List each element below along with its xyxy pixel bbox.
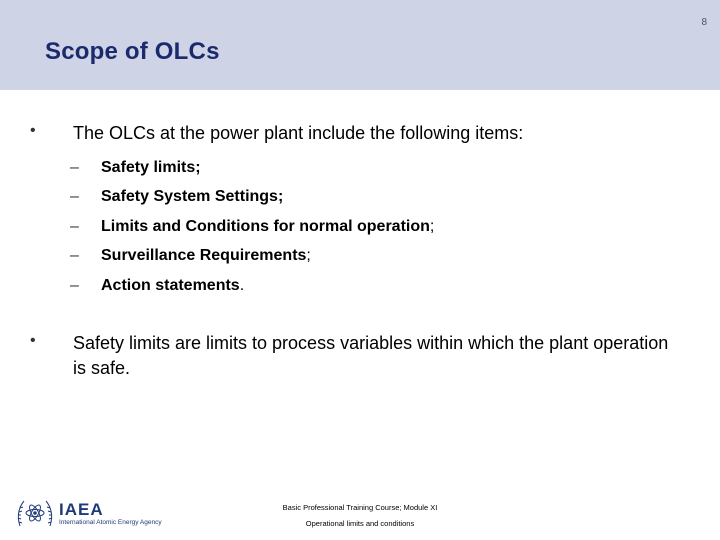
sub-item-punctuation: ; <box>429 217 435 235</box>
dash-icon: – <box>70 158 79 176</box>
bullet-item-1 <box>30 121 663 146</box>
sub-item-label: Action statements <box>101 276 240 294</box>
dash-icon: – <box>70 217 79 235</box>
header-band <box>0 0 720 90</box>
sub-item <box>70 212 434 242</box>
sub-item-punctuation: ; <box>306 247 311 265</box>
iaea-logo-name: IAEA <box>59 500 104 519</box>
sub-item-label: Surveillance Requirements <box>101 247 307 265</box>
slide-title: Scope of OLCs <box>45 38 220 65</box>
sub-item <box>70 183 434 213</box>
sub-item-label: Safety System Settings; <box>101 188 284 206</box>
iaea-emblem-icon <box>15 496 55 532</box>
sub-item-list <box>70 153 434 301</box>
footer-topic: Operational limits and conditions <box>305 519 415 528</box>
sub-item-label: Safety limits; <box>101 158 201 176</box>
bullet-text: The OLCs at the power plant include the following items: <box>73 123 524 143</box>
sub-item <box>70 242 434 272</box>
dash-icon: – <box>70 276 79 294</box>
sub-item <box>70 153 434 183</box>
dash-icon: – <box>70 247 79 265</box>
footer-course: Basic Professional Training Course; Module XI <box>282 503 438 512</box>
bullet-item-2 <box>30 331 673 381</box>
bullet-dot-icon: • <box>30 122 36 139</box>
page-number: 8 <box>701 17 707 28</box>
sub-item-label: Limits and Conditions for normal operation <box>101 217 430 235</box>
iaea-logo-subtitle: International Atomic Energy Agency <box>59 519 162 526</box>
bullet-text: Safety limits are limits to process variables within which the plant operation is safe. <box>73 333 669 378</box>
sub-item-punctuation: . <box>239 276 245 294</box>
dash-icon: – <box>70 188 79 206</box>
iaea-logo <box>15 496 162 532</box>
sub-item <box>70 271 434 301</box>
bullet-dot-icon: • <box>30 332 36 349</box>
